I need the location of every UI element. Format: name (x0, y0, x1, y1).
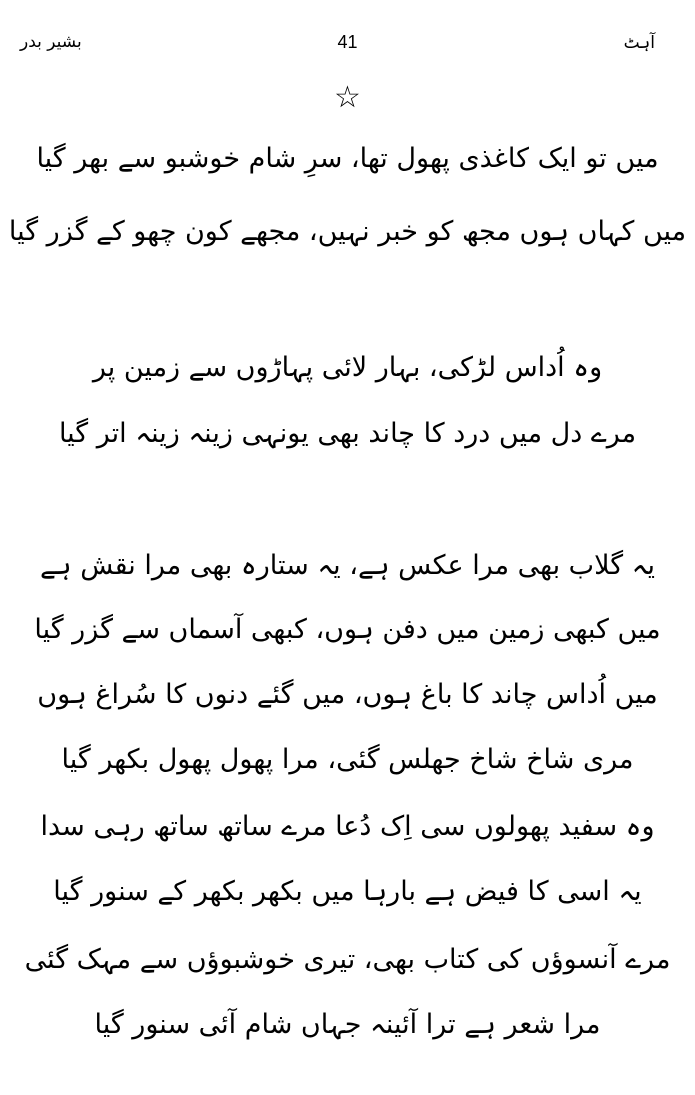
page-number: 41 (337, 32, 358, 52)
verse-line-5: یہ گلاب بھی مرا عکس ہے، یہ ستارہ بھی مرا نقش ہے (39, 550, 655, 581)
star-icon: ☆ (334, 80, 361, 115)
author-name: بشیر بدر (20, 32, 82, 52)
verse-line-12: مرا شعر ہے ترا آئینہ جہاں شام آئی سنور گیا (94, 1009, 601, 1040)
verse-line-11: مرے آنسوؤں کی کتاب بھی، تیری خوشبوؤں سے مہک گئی (24, 944, 671, 975)
verse-line-9: وہ سفید پھولوں سی اِک دُعا مرے ساتھ ساتھ رہی سدا (40, 811, 655, 842)
verse-line-1: میں تو ایک کاغذی پھول تھا، سرِ شام خوشبو سے بھر گیا (36, 143, 659, 174)
verse-line-4: مرے دل میں درد کا چاند بھی یونہی زینہ زینہ اتر گیا (58, 418, 637, 449)
verse-line-10: یہ اسی کا فیض ہے بارہا میں بکھر بکھر کے سنور گیا (53, 876, 642, 907)
page-header (0, 28, 695, 58)
verse-line-2: میں کہاں ہوں مجھ کو خبر نہیں، مجھے کون چھو کے گزر گیا (8, 216, 687, 247)
verse-line-8: مری شاخ شاخ جھلس گئی، مرا پھول پھول بکھر گیا (61, 744, 634, 775)
verse-line-6: میں کبھی زمین میں دفن ہوں، کبھی آسماں سے گزر گیا (34, 614, 661, 645)
book-title: آہٹ (623, 33, 655, 53)
verse-line-7: میں اُداس چاند کا باغ ہوں، میں گئے دنوں کا سُراغ ہوں (37, 679, 658, 710)
verse-line-3: وہ اُداس لڑکی، بہار لائی پہاڑوں سے زمین پر (92, 352, 603, 383)
